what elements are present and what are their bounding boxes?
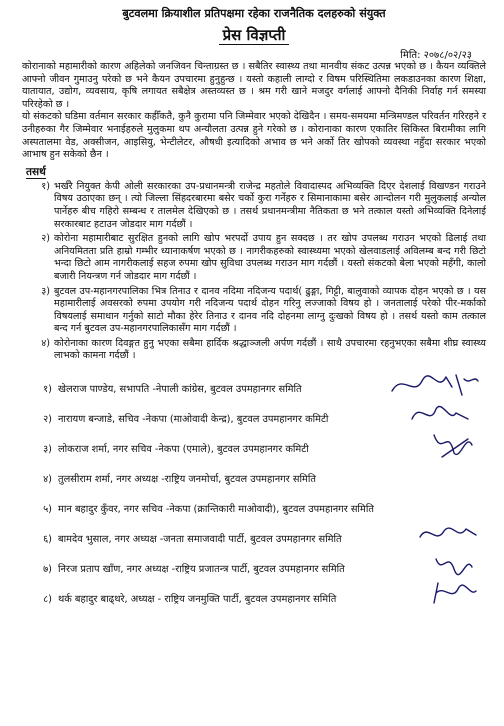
document-title: बुटवलमा क्रियाशील प्रतिपक्षमा रहेका राजनैतिक दलहरुको संयुक्त (122, 7, 386, 20)
document-subtitle (22, 25, 486, 45)
fact-item (22, 286, 486, 336)
signatory-name: मान बहादुर कुँवर, नगर सचिव -नेकपा (क्रान्तिकारी माओवादी), बुटवल उपमहानगर समिति (58, 503, 374, 515)
fact-number: ४) (41, 337, 50, 349)
press-release-page (0, 6, 504, 726)
subtitle-text: प्रेस विज्ञप्ती (219, 26, 290, 45)
fact-item (22, 181, 486, 231)
document-date: मिति: २०७८/०२/२३ (400, 50, 472, 61)
signatory-name: निरज प्रताप खाँण, नगर अध्यक्ष -राष्ट्रिय प्रजातन्त्र पार्टी, बुटवल उपमहानगर समिति (58, 563, 345, 575)
signatory-name: लोकराज शर्मा, नगर सचिव -नेकपा (एमाले), बुटवल उपमहानगर कमिटी (58, 443, 309, 455)
signatory-name: नारायण बन्जाडे, सचिव -नेकपा (माओवादी केन्द्र), बुटवल उपमहानगर कमिटी (58, 413, 329, 425)
handwritten-signature (372, 427, 482, 463)
signatory-row (22, 433, 486, 463)
fact-number: ३) (41, 285, 50, 297)
signatory-number: ५) (43, 503, 52, 515)
intro-paragraph-2: यो संकटको घडिमा वर्तमान सरकार कहीँकतै, कुनै कुरामा पनि जिम्मेवार भएको देखिदैन । समय-समयमा मन्त्रिमण्डल परिवर्तन गरिरहने र उनीहरुका गैर जिम्मेवार भनाईहरुले मुलुकमा थप अन्यौलता उत्पन्न हुने गरेको छ । कोरानाका कारण एकातिर सिकिस्त बिरामीका लागि अस्पतालमा वेड, अक्सीजन, आइसियु, भेन्टीलेटर, औषधी इत्यादिको अभाव छ भने अर्को तिर खोपको व्यवस्था नहुँदा सरकार भएको आभाष हुन सकेको छैन । (22, 111, 486, 161)
signatory-row (22, 583, 486, 613)
signatory-number: ७) (43, 563, 52, 575)
signatory-name: खेलराज पाण्डेय, सभापति -नेपाली कांग्रेस, बुटवल उपमहानगर समिति (58, 383, 302, 395)
signatory-number: ३) (43, 443, 52, 455)
fact-number: १) (41, 180, 50, 192)
fact-item (22, 338, 486, 363)
signatory-number: ६) (43, 533, 52, 545)
facts-heading-text: तसर्थ (26, 165, 46, 178)
fact-text: कोरोनाका कारण दिवङ्गत हुनु भएका सबैमा हार्दिक श्रद्धाञ्जली अर्पण गर्दछौं । साथै उपचारमा रहनुभएका सबैमा शीघ्र स्वास्थ्य लाभको कामना गर्दछौं । (54, 337, 486, 362)
intro-paragraph-1: कोरानाको महामारीको कारण अहिलेको जनजिवन चिन्ताग्रस्त छ । सबैतिर स्वास्थ्य तथा मानवीय संकट उत्पन्न भएको छ । कैयन व्यक्तिले आफ्नो जीवन गुमाउनु परेको छ भने कैयन उपचारमा हुनुहुन्छ । यस्तो कहाली लाग्दो र विषम परिस्थितिमा लकडाउनका कारण शिक्षा, यातायात, उद्योग, व्यवसाय, कृषि लगायत सबैक्षेत्र अस्तव्यस्त छ । श्रम गरी खाने मजदुर वर्गलाई आफ्नो दैनिकी निर्वाह गर्न समस्या परिरहेको छ । (22, 61, 486, 110)
fact-text: भर्खरै नियुक्त केपी ओली सरकारका उप-प्रधानमन्त्री राजेन्द्र महतोले विवादास्पद अभिव्यक्ति दिएर देशलाई विखण्डन गराउने विषय उठाएका छन् । त्यो जिल्ला सिंहदरबारमा बसेर चर्को कुरा गर्नेहरु र सिमानाकामा बसेर आन्दोलन गरी मुलुकलाई अन्योल पार्नेहरु बीच गहिरो सम्बन्ध र तालमेल देखिएको छ । तसर्थ प्रधानमन्त्रीमा नैतिकता छ भने तत्काल यस्तो अभिव्यक्ति दिनेलाई सरकारबाट हटाउन जोडदार माग गर्दछौं । (54, 180, 486, 230)
signatory-name: थर्क बहादुर बाढ्थरे, अध्यक्ष - राष्ट्रिय जनमुक्ति पार्टी, बुटवल उपमहानगर समिति (58, 593, 337, 605)
signatory-row (22, 463, 486, 493)
signatory-number: २) (43, 413, 52, 425)
fact-number: २) (41, 233, 50, 245)
fact-text: कोरोना महामारीबाट सुरक्षित हुनको लागि खोप भरपर्दो उपाय हुन सक्दछ । तर खोप उपलब्ध गराउन भएको ढिलाई तथा अनियमितता प्रति हाम्रो गम्भीर ध्यानाकर्षण भएको छ । नागरीकहरुको स्वास्थ्यमा भएको खेलवाडलाई अविलम्ब बन्द गरी छिटो भन्दा छिटो आम नागरीकलाई सहज रुपमा खोप सुविधा उपलब्ध गराउन माग गर्दछौं । यस्तो संकटको बेला भएको महँगी, कालो बजारी नियन्त्रण गर्न जोडदार माग गर्दछौं । (54, 233, 486, 282)
facts-list (22, 181, 486, 363)
signatory-name: तुलसीराम शर्मा, नगर अध्यक्ष -राष्ट्रिय जनमोर्चा, बुटवल उपमहानगर समिति (58, 473, 316, 485)
intro-body (22, 61, 486, 162)
fact-item (22, 233, 486, 283)
signatories-list (22, 373, 486, 613)
signatory-name: बामदेव भुसाल, नगर अध्यक्ष -जनता समाजवादी पार्टी, बुटवल उपमहानगर समिति (58, 533, 342, 545)
signatory-number: १) (43, 383, 52, 395)
fact-text: बुटवल उप-महानगरपालिका भित्र तिनाउ र दानव नदिमा नदिजन्य पदार्थ( ढुङ्गा, गिट्टी, बालुवाको व्यापक दोहन भएको छ । यस महामारीलाई अवसरको रुपमा उपयोग गरी नदिजन्य पदार्थ दोहन गरिनु लज्जाको विषय हो । जनतालाई परेको पीर-मर्काको विषयलाई समाधान गर्नुको साटो मौका हेरेर तिनाउ र दानव नदि दोहनमा लाग्नु दुःखको विषय हो । तसर्थ यस्तो काम तत्काल बन्द गर्न बुटवल उप-महानगरपालिकासँग माग गर्दछौं । (54, 285, 486, 335)
facts-heading (26, 165, 486, 179)
signatory-number: ८) (43, 593, 52, 605)
signatory-number: ४) (43, 473, 52, 485)
handwritten-signature (372, 577, 482, 613)
